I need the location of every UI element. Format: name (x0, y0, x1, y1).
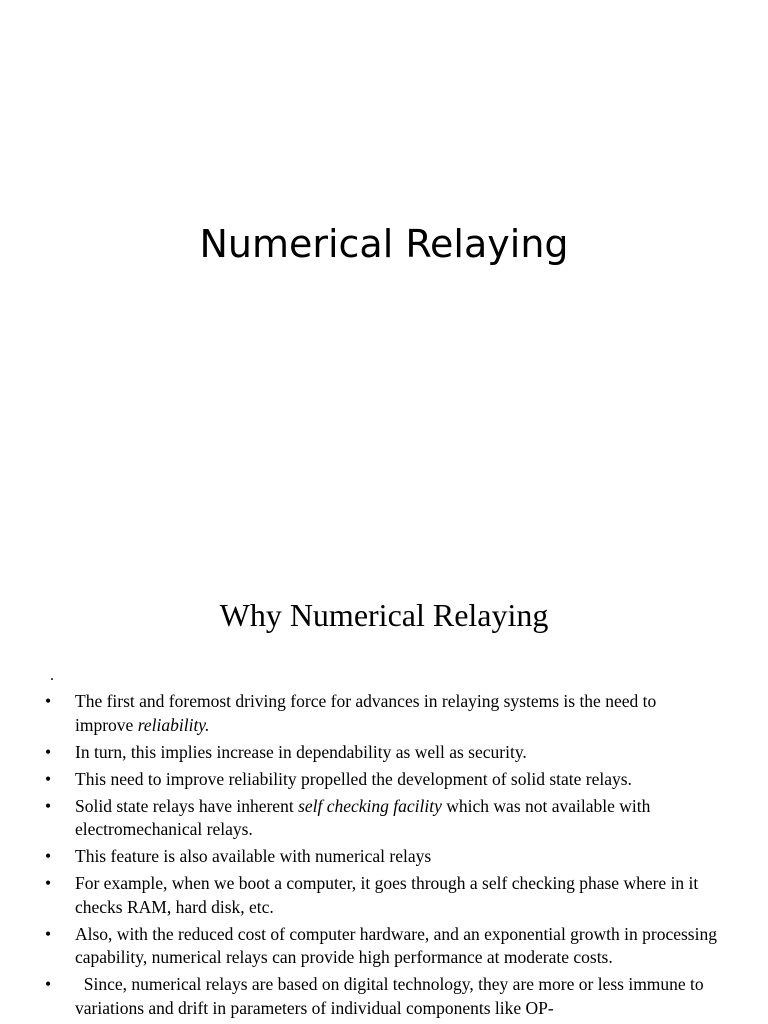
bullet-text: This feature is also available with numerical relays (75, 846, 432, 866)
bullet-text: Also, with the reduced cost of computer hardware, and an exponential growth in processing capability, numerical relays can provide high performance at moderate costs. (75, 923, 717, 967)
bullet-icon: • (45, 795, 52, 816)
section-heading: Why Numerical Relaying (219, 597, 549, 633)
bullet-text: For example, when we boot a computer, it goes through a self checking phase where in it checks RAM, hard disk, etc. (75, 873, 699, 917)
bullet-item (0, 768, 768, 792)
bullet-item (0, 741, 768, 765)
bullet-emphasis: reliability. (137, 714, 210, 735)
bullet-text: Since, numerical relays are based on digital technology, they are more or less immune to variations and drift in parameters of individual components like OP- (75, 974, 709, 1018)
stray-period: . (50, 667, 54, 684)
slide-title: Numerical Relaying (199, 222, 569, 266)
bullet-icon: • (45, 691, 52, 711)
bullet-icon: • (45, 741, 52, 762)
bullet-icon: • (45, 923, 52, 944)
bullet-text-tail: which was not available with electromechanical relays. (75, 795, 651, 839)
bullet-list (0, 690, 768, 1024)
bullet-item (0, 690, 768, 737)
bullet-text: The first and foremost driving force for advances in relaying systems is the need to improve (75, 691, 657, 735)
bullet-item (0, 795, 768, 842)
bullet-text: In turn, this implies increase in dependability as well as security. (75, 741, 527, 762)
bullet-item (0, 845, 768, 869)
bullet-item (0, 973, 768, 1020)
bullet-emphasis: self checking facility (298, 795, 442, 816)
bullet-item (0, 923, 768, 970)
bullet-text: Solid state relays have inherent (75, 795, 299, 816)
bullet-icon: • (45, 974, 52, 994)
bullet-icon: • (45, 768, 52, 789)
bullet-text: This need to improve reliability propelled the development of solid state relays. (75, 768, 632, 789)
bullet-icon: • (45, 846, 52, 866)
bullet-icon: • (45, 873, 52, 893)
bullet-item (0, 872, 768, 919)
